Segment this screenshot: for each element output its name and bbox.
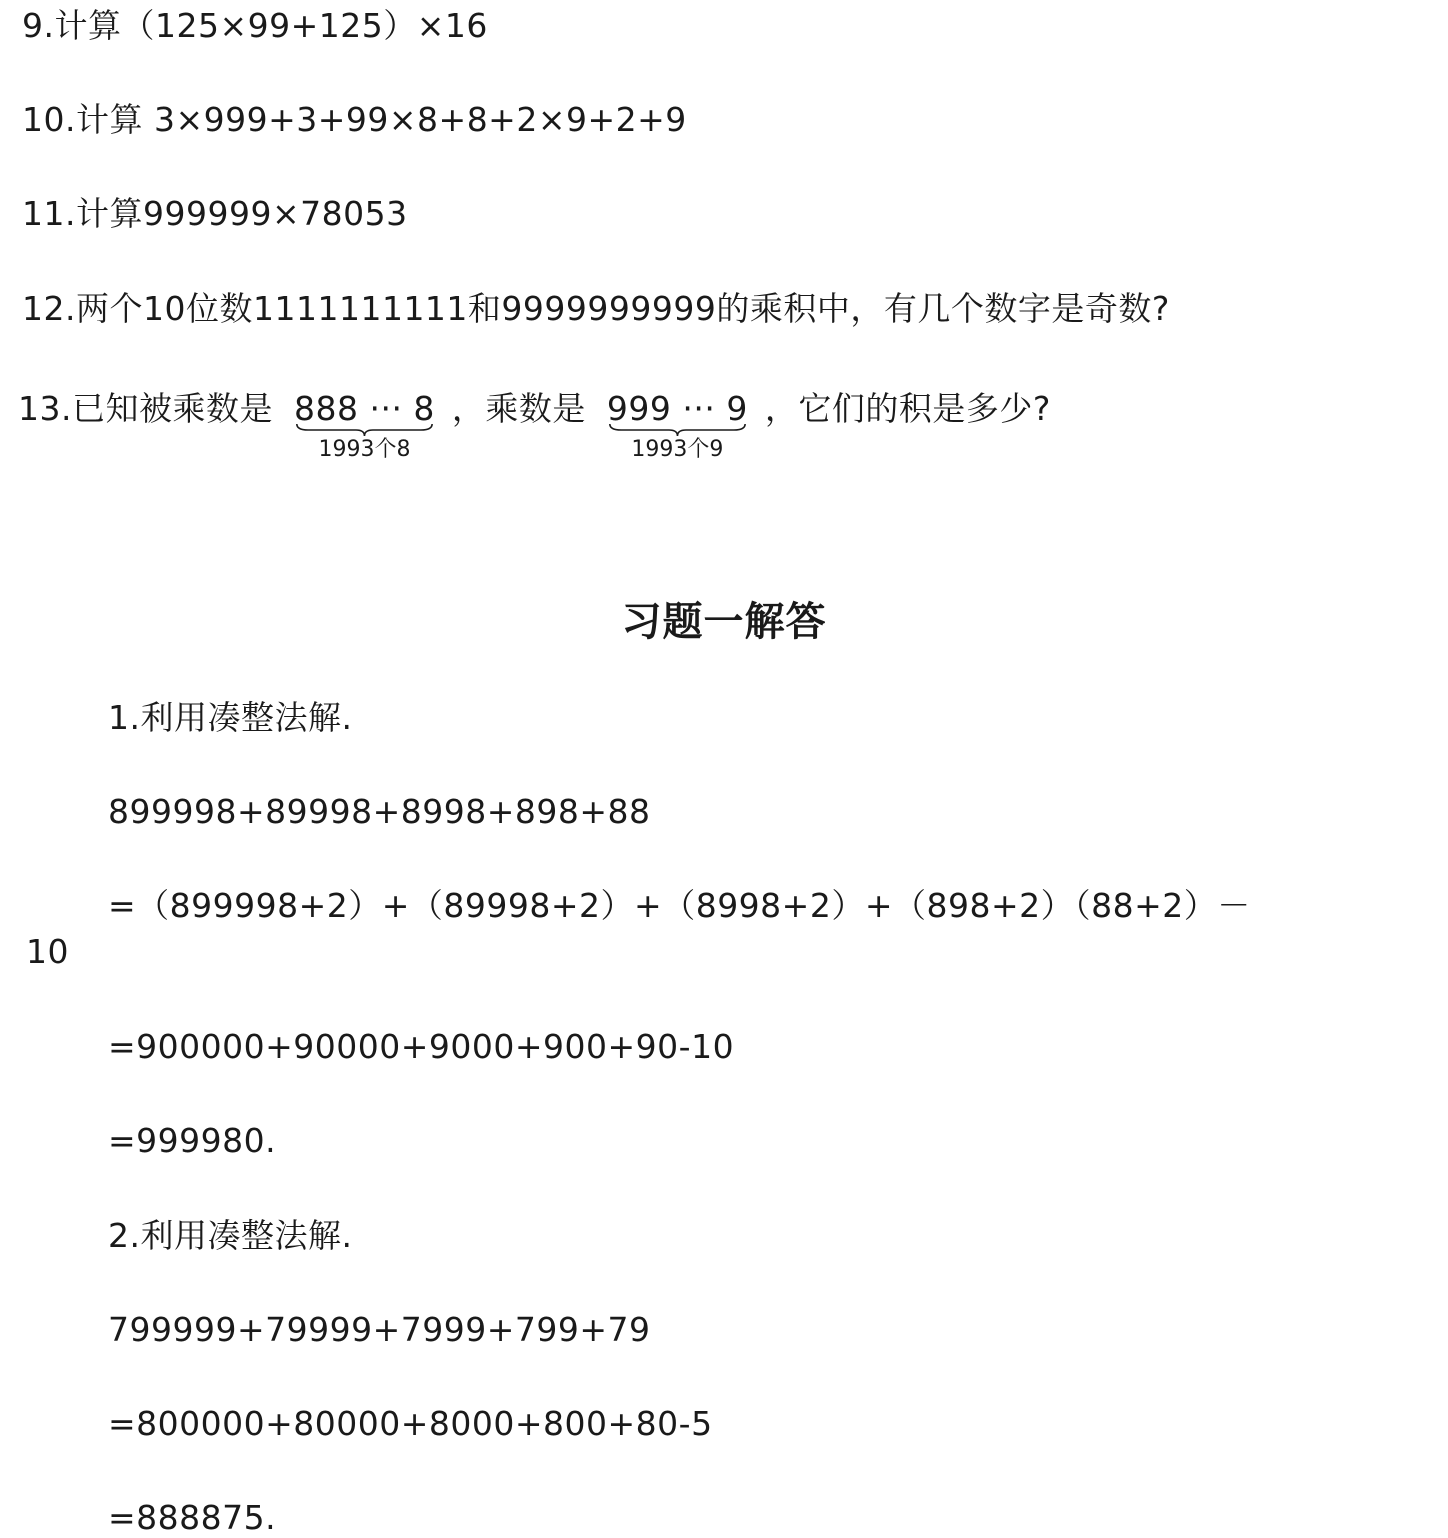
problem-13-prefix: 13.已知被乘数是 bbox=[18, 389, 273, 428]
answer-1-step-1: =（899998+2）+（89998+2）+（8998+2）+（898+2）（88+2）－ bbox=[108, 886, 1251, 925]
answer-1-title: 1.利用凑整法解. bbox=[108, 698, 353, 737]
underbrace-icon bbox=[607, 423, 748, 437]
problem-10: 10.计算 3×999+3+99×8+8+2×9+2+9 bbox=[22, 100, 687, 139]
answer-1-result: =999980. bbox=[108, 1121, 277, 1160]
multiplicand-digits: 888 ··· 8 bbox=[293, 389, 435, 428]
answer-1-step-2: =900000+90000+9000+900+90-10 bbox=[108, 1027, 735, 1066]
answer-1-step-1-continued: 10 bbox=[26, 932, 69, 971]
problem-12: 12.两个10位数1111111111和9999999999的乘积中，有几个数字是奇数? bbox=[22, 289, 1170, 328]
problem-9: 9.计算（125×99+125）×16 bbox=[22, 6, 488, 45]
multiplier-digits: 999 ··· 9 bbox=[606, 389, 748, 428]
answer-2-title: 2.利用凑整法解. bbox=[108, 1216, 353, 1255]
problem-13-suffix: ，它们的积是多少? bbox=[764, 389, 1051, 428]
answers-heading: 习题一解答 bbox=[621, 599, 827, 645]
multiplier-count-label: 1993个9 bbox=[631, 437, 724, 462]
answer-2-expression: 799999+79999+7999+799+79 bbox=[108, 1310, 651, 1349]
answer-1-expression: 899998+89998+8998+898+88 bbox=[108, 792, 651, 831]
problem-13 bbox=[18, 389, 1051, 462]
multiplicand-count-label: 1993个8 bbox=[318, 437, 411, 462]
problem-13-middle: ，乘数是 bbox=[451, 389, 586, 428]
problem-11: 11.计算999999×78053 bbox=[22, 194, 408, 233]
multiplier-group bbox=[606, 389, 748, 462]
multiplicand-group bbox=[293, 389, 435, 462]
underbrace-icon bbox=[294, 423, 435, 437]
answer-2-step-1: =800000+80000+8000+800+80-5 bbox=[108, 1404, 713, 1443]
answer-2-result: =888875. bbox=[108, 1498, 277, 1537]
